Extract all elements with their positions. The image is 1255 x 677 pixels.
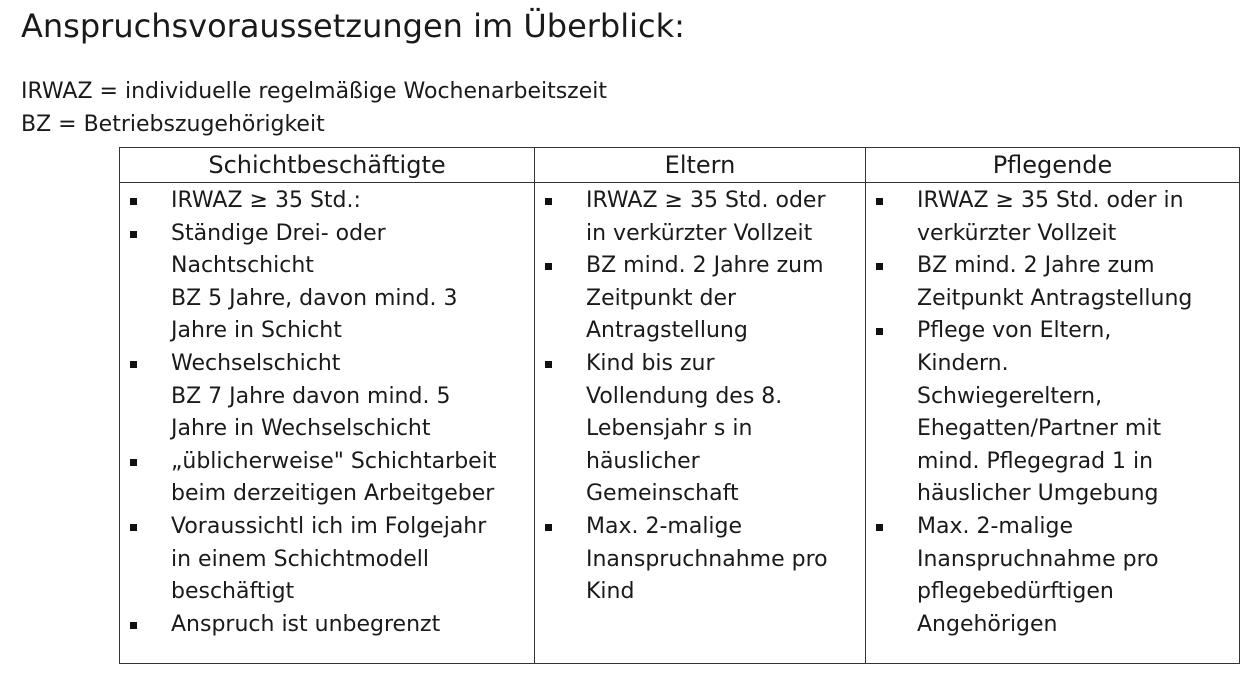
list-pflegende — [866, 183, 1239, 641]
list-item-text: Ständige Drei- oder Nachtschicht BZ 5 Jahre, davon mind. 3 Jahre in Schicht — [171, 220, 458, 344]
cell-schichtbeschaeftigte — [120, 183, 535, 664]
square-bullet-icon — [876, 328, 883, 335]
list-item-text: BZ mind. 2 Jahre zum Zeitpunkt der Antragstellung — [586, 253, 824, 344]
table-row — [120, 183, 1240, 664]
square-bullet-icon — [545, 263, 552, 270]
square-bullet-icon — [130, 524, 137, 531]
list-item-text: IRWAZ ≥ 35 Std. oder in verkürzter Vollzeit — [917, 188, 1184, 246]
square-bullet-icon — [130, 231, 137, 238]
list-item — [535, 348, 865, 511]
square-bullet-icon — [545, 198, 552, 205]
requirements-table — [119, 147, 1240, 664]
list-item — [535, 250, 865, 348]
list-item-text: Voraussichtl ich im Folgejahr in einem Schichtmodell beschäftigt — [171, 513, 487, 605]
square-bullet-icon — [130, 622, 137, 629]
list-item — [120, 348, 534, 446]
list-item-text: Anspruch ist unbegrenzt — [171, 611, 441, 637]
table-header-row — [120, 148, 1240, 183]
list-item-text: Wechselschicht BZ 7 Jahre davon mind. 5 Jahre in Wechselschicht — [171, 350, 451, 442]
list-item-text: Pflege von Eltern, Kindern. Schwiegereltern, Ehegatten/Partner mit mind. Pflegegrad 1 in häuslicher Umgebung — [917, 318, 1162, 507]
cell-eltern — [535, 183, 866, 664]
column-header-eltern: Eltern — [535, 148, 866, 183]
list-item — [866, 250, 1239, 315]
square-bullet-icon — [545, 361, 552, 368]
list-item — [120, 446, 534, 511]
list-item — [866, 185, 1239, 250]
square-bullet-icon — [130, 459, 137, 466]
definition-irwaz: IRWAZ = individuelle regelmäßige Wochenarbeitszeit — [21, 79, 608, 104]
column-header-schichtbeschaeftigte: Schichtbeschäftigte — [120, 148, 535, 183]
square-bullet-icon — [876, 524, 883, 531]
square-bullet-icon — [130, 361, 137, 368]
page-title: Anspruchsvoraussetzungen im Überblick: — [21, 7, 685, 45]
list-item-text: IRWAZ ≥ 35 Std.: — [171, 188, 361, 213]
list-item — [866, 511, 1239, 641]
square-bullet-icon — [876, 198, 883, 205]
definitions — [21, 76, 607, 141]
list-item-text: BZ mind. 2 Jahre zum Zeitpunkt Antragstellung — [917, 253, 1193, 311]
square-bullet-icon — [130, 198, 137, 205]
list-item-text: Kind bis zur Vollendung des 8. Lebensjahr s in häuslicher Gemeinschaft — [586, 350, 783, 507]
square-bullet-icon — [876, 263, 883, 270]
list-item — [120, 609, 534, 642]
square-bullet-icon — [545, 524, 552, 531]
definition-bz: BZ = Betriebszugehörigkeit — [21, 111, 325, 137]
list-item-text: Max. 2-malige Inanspruchnahme pro Kind — [586, 513, 828, 605]
list-item-text: IRWAZ ≥ 35 Std. oder in verkürzter Vollzeit — [586, 188, 826, 246]
list-item-text: „üblicherweise" Schichtarbeit beim derzeitigen Arbeitgeber — [171, 448, 497, 507]
cell-pflegende — [866, 183, 1240, 664]
list-schichtbeschaeftigte — [120, 183, 534, 641]
list-item — [120, 185, 534, 218]
list-item — [535, 185, 865, 250]
list-item — [120, 511, 534, 609]
list-item — [120, 218, 534, 348]
list-eltern — [535, 183, 865, 609]
list-item-text: Max. 2-malige Inanspruchnahme pro pflegebedürftigen Angehörigen — [917, 513, 1159, 637]
column-header-pflegende: Pflegende — [866, 148, 1240, 183]
list-item — [535, 511, 865, 609]
list-item — [866, 315, 1239, 511]
